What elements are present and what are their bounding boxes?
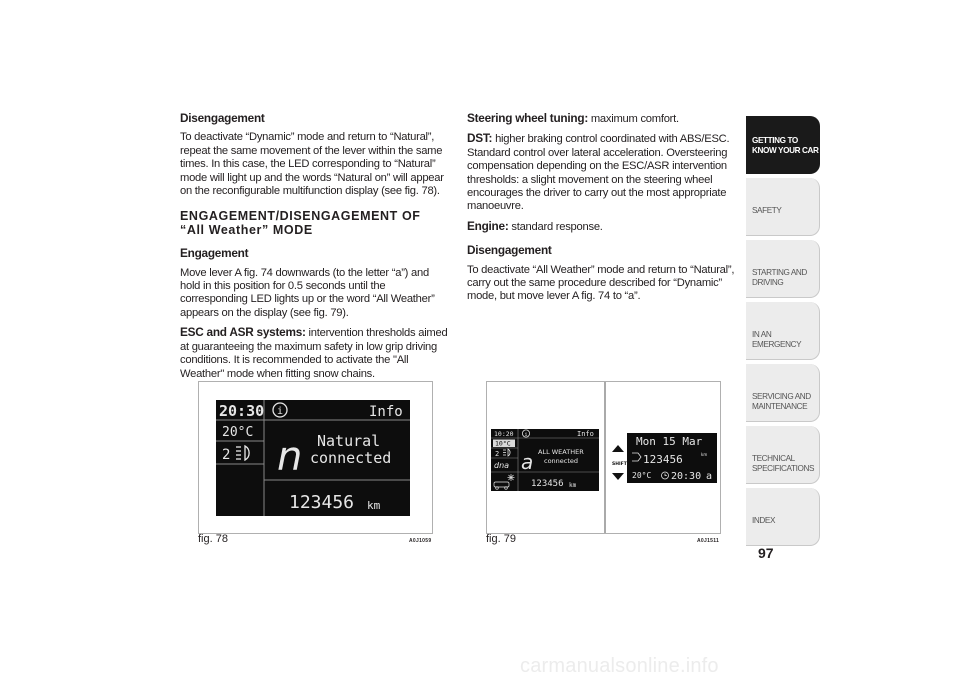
fig79-right-time: 20:30 (671, 471, 702, 482)
steering-text: maximum comfort. (590, 113, 679, 125)
tab-getting-to-know-your-car[interactable]: GETTING TO KNOW YOUR CAR (746, 116, 820, 174)
fig79-unit: km (569, 482, 577, 489)
chapter-tabs (746, 116, 820, 550)
disengagement-text: To deactivate “Dynamic” mode and return to “Natural”, repeat the same movement of the lever within the same times. In this case, the LED corresponding to “Natural” mode will light up and the words “Natural on” will appear on the reconfigurable multifunction display (see fig. 78). (180, 131, 444, 198)
steering-paragraph (467, 112, 739, 126)
fig79-right-gear: a (706, 471, 713, 482)
fig79-display-illustration (487, 382, 720, 533)
right-column (467, 112, 739, 310)
dst-text: higher braking control coordinated with ABS/ESC. Standard control over lateral acceleration. Oversteering compensation depending on the ESC/ASR intervention thresholds: a slight movement on the steering wheel encourages the driver to carry out the most appropriate manoeuvre. (467, 133, 730, 213)
fig78-info: Info (369, 404, 403, 420)
fig78-temp: 20°C (222, 425, 254, 440)
tab-technical-specifications[interactable]: TECHNICAL SPECIFICATIONS (746, 426, 820, 484)
fig78-mode-line1: Natural (317, 432, 381, 450)
snowflake-icon (508, 474, 515, 481)
dst-paragraph (467, 132, 739, 213)
dst-label: DST: (467, 131, 493, 146)
fig78-info-glyph: i (276, 406, 284, 417)
fig78-time: 20:30 (219, 402, 265, 420)
fig79-mode-line1: ALL WEATHER (538, 448, 584, 456)
fig79-info-glyph: i (524, 431, 528, 438)
fig79-right-temp: 20°C (632, 471, 652, 480)
fig79-right-unit: km (701, 452, 708, 457)
shift-up-arrow-icon (612, 445, 624, 452)
fig78-display-illustration (199, 382, 432, 533)
fig79-mode-letter: a (521, 450, 534, 474)
fig79-shift-label: SHIFT (612, 462, 627, 467)
fig79-odometer: 123456 (531, 479, 564, 489)
fig78-gear: 2 (222, 447, 231, 463)
engagement-title: Engagement (180, 246, 249, 261)
fig78-mode-line2: connected (310, 449, 392, 467)
fig79-time: 10:20 (494, 430, 514, 438)
fig79-dna: dna (494, 461, 510, 470)
disengagement-title: Disengagement (180, 111, 265, 125)
fig79-gear: 2 (495, 450, 500, 458)
steering-label: Steering wheel tuning: (467, 111, 588, 125)
fig78-odometer: 123456 (289, 492, 355, 513)
fig79-temp: 10°C (495, 439, 511, 448)
engagement-text: Move lever A fig. 74 downwards (to the letter “a”) and hold in this position for 0.5 seconds until the corresponding LED lights up or the word “All Weather” appears on the display (see fig. 79). (180, 266, 435, 319)
tab-starting-and-driving[interactable]: STARTING AND DRIVING (746, 240, 820, 298)
fig78-mode-letter: n (277, 434, 303, 480)
fig78-unit: km (367, 499, 381, 512)
fig79-info: Info (577, 430, 594, 438)
fig79-code: A0J1511 (697, 538, 720, 544)
figure-79 (486, 381, 721, 534)
tab-index[interactable]: INDEX (746, 488, 820, 546)
left-column (180, 112, 448, 387)
tab-servicing-and-maintenance[interactable]: SERVICING AND MAINTENANCE (746, 364, 820, 422)
fig78-caption: fig. 78 (198, 533, 228, 545)
fig79-mode-line2: connected (544, 457, 579, 465)
fig79-caption: fig. 79 (486, 533, 516, 545)
engine-paragraph (467, 220, 739, 234)
fig79-date: Mon 15 Mar (636, 435, 703, 448)
esc-paragraph (180, 326, 448, 381)
tab-in-an-emergency[interactable]: IN AN EMERGENCY (746, 302, 820, 360)
fig79-right-odometer: 123456 (643, 453, 683, 466)
esc-text: intervention thresholds aimed at guaranteeing the maximum safety in low grip driving conditions. It is recommended to activate the "All Weather" mode when fitting snow chains. (180, 327, 448, 380)
fig78-code: A0J1059 (409, 538, 432, 544)
figure-78 (198, 381, 433, 534)
disengagement-text-2: To deactivate “All Weather” mode and return to “Natural”, carry out the same procedure described for “Dynamic” mode, but move lever A fig. 74 to “a”. (467, 263, 735, 303)
engine-text: standard response. (511, 220, 603, 233)
watermark: carmanualsonline.info (520, 655, 719, 677)
engine-label: Engine: (467, 218, 509, 233)
page-number: 97 (758, 545, 774, 561)
shift-down-arrow-icon (612, 473, 624, 480)
esc-label: ESC and ASR systems: (180, 325, 306, 340)
tab-safety[interactable]: SAFETY (746, 178, 820, 236)
disengagement-title-2: Disengagement (467, 243, 552, 258)
section-heading: ENGAGEMENT/DISENGAGEMENT OF “All Weather” MODE (180, 209, 421, 237)
